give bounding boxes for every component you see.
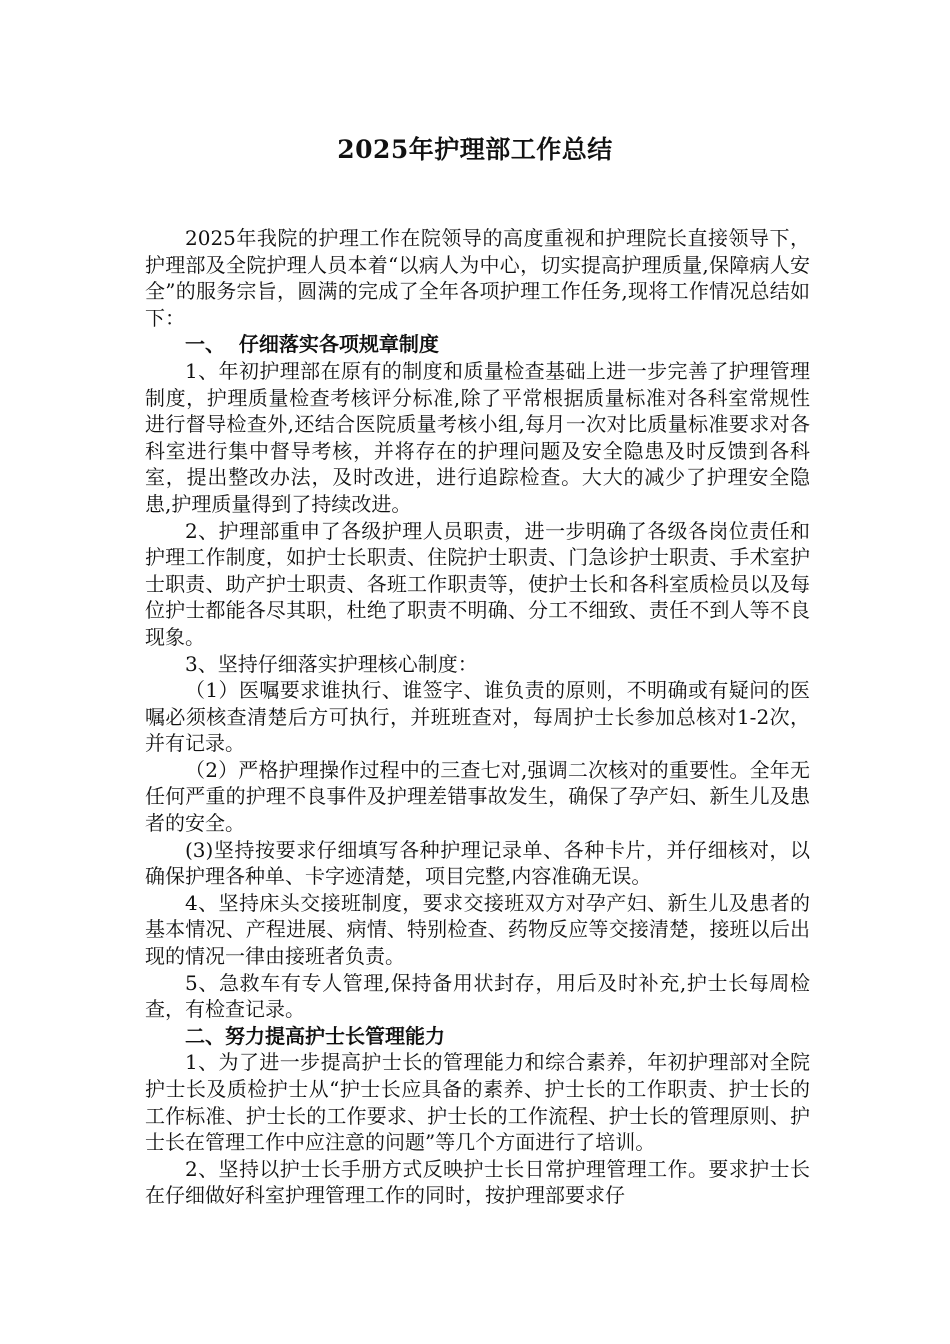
- paragraph: (3)坚持按要求仔细填写各种护理记录单、各种卡片，并仔细核对，以确保护理各种单、卡字迹清楚，项目完整,内容准确无误。: [145, 837, 810, 889]
- paragraph: 5、急救车有专人管理,保持备用状封存，用后及时补充,护士长每周检查，有检查记录。: [145, 970, 810, 1022]
- document-body: [145, 225, 810, 1209]
- paragraph: 3、坚持仔细落实护理核心制度：: [185, 651, 478, 676]
- paragraph: 1、为了进一步提高护士长的管理能力和综合素养，年初护理部对全院护士长及质检护士从“护士长应具备的素养、护士长的工作职责、护士长的工作标准、护士长的工作要求、护士长的工作流程、护士长的管理原则、护士长在管理工作中应注意的问题”等几个方面进行了培训。: [145, 1050, 810, 1155]
- paragraph: 2、坚持以护士长手册方式反映护士长日常护理管理工作。要求护士长在仔细做好科室护理管理工作的同时，按护理部要求仔: [145, 1156, 810, 1208]
- section-heading-1: 一、 仔细落实各项规章制度: [185, 332, 439, 357]
- paragraph: 1、年初护理部在原有的制度和质量检查基础上进一步完善了护理管理制度，护理质量检查考核评分标准,除了平常根据质量标准对各科室常规性进行督导检查外,还结合医院质量考核小组,每月一次对比质量标准要求对各科室进行集中督导考核，并将存在的护理问题及安全隐患及时反馈到各科室，提出整改办法，及时改进，进行追踪检查。大大的减少了护理安全隐患,护理质量得到了持续改进。: [145, 358, 810, 516]
- paragraph: （1）医嘱要求谁执行、谁签字、谁负责的原则，不明确或有疑问的医嘱必须核查清楚后方可执行，并班班查对，每周护士长参加总核对1-2次，并有记录。: [145, 678, 810, 756]
- section-heading-2: 二、努力提高护士长管理能力: [185, 1023, 445, 1048]
- document-title: 2025年护理部工作总结: [337, 135, 613, 164]
- paragraph-intro: 2025年我院的护理工作在院领导的高度重视和护理院长直接领导下，护理部及全院护理人员本着“以病人为中心，切实提高护理质量,保障病人安全”的服务宗旨，圆满的完成了全年各项护理工作任务,现将工作情况总结如下：: [145, 226, 810, 330]
- paragraph: （2）严格护理操作过程中的三查七对,强调二次核对的重要性。全年无任何严重的护理不良事件及护理差错事故发生，确保了孕产妇、新生儿及患者的安全。: [145, 757, 810, 836]
- paragraph: 2、护理部重申了各级护理人员职责，进一步明确了各级各岗位责任和护理工作制度，如护士长职责、住院护士职责、门急诊护士职责、手术室护士职责、助产护士职责、各班工作职责等，使护士长和各科室质检员以及每位护士都能各尽其职，杜绝了职责不明确、分工不细致、责任不到人等不良现象。: [145, 518, 810, 649]
- paragraph: 4、坚持床头交接班制度，要求交接班双方对孕产妇、新生儿及患者的基本情况、产程进展、病情、特别检查、药物反应等交接清楚，接班以后出现的情况一律由接班者负责。: [145, 890, 810, 969]
